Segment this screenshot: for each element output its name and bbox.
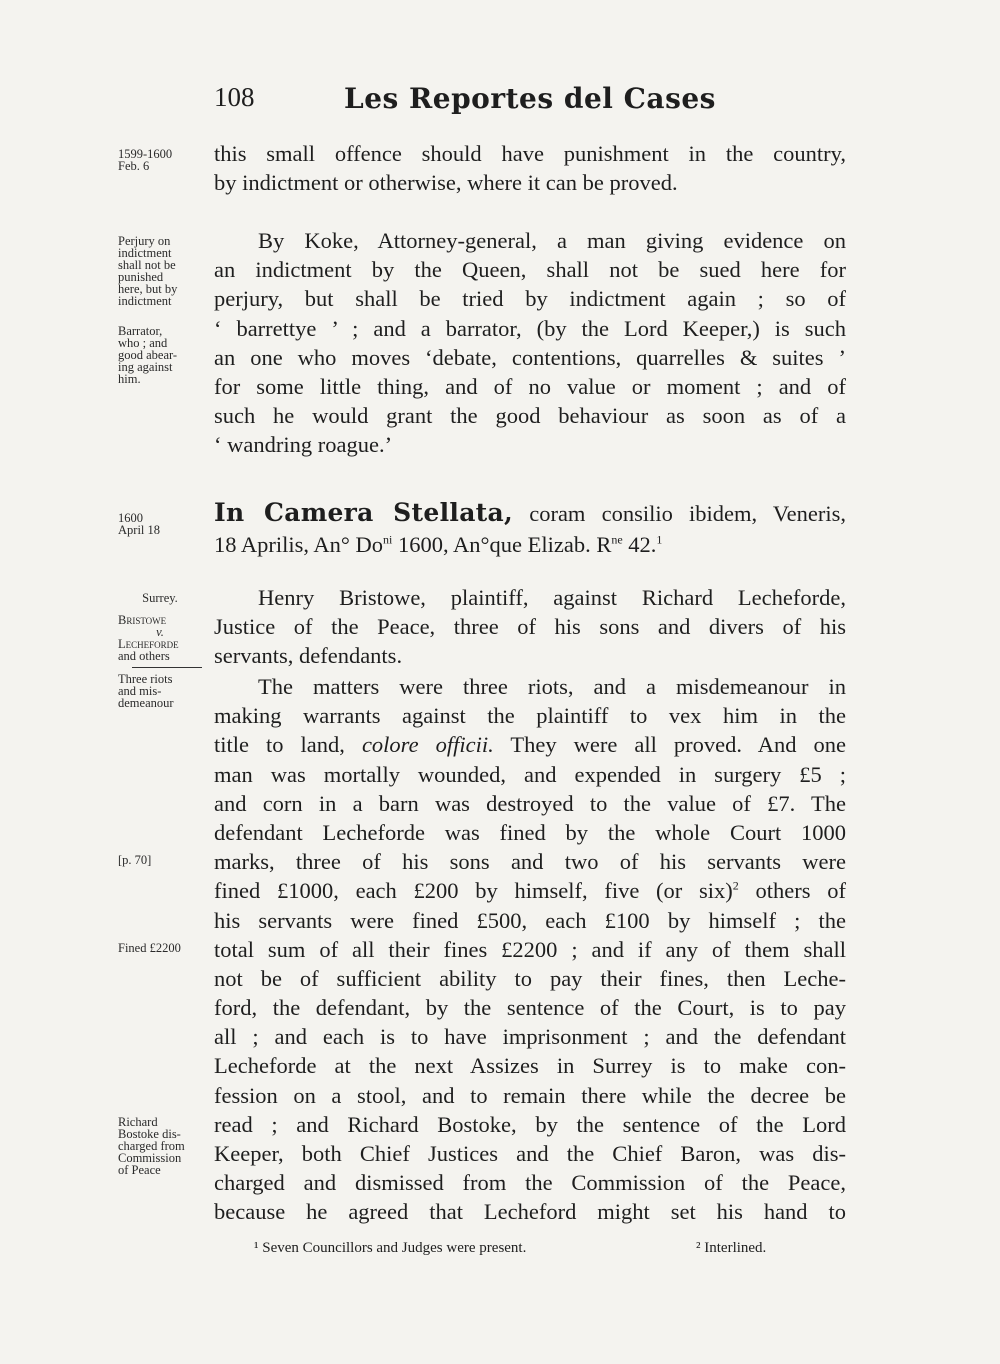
- margin-rule: [132, 667, 202, 668]
- case-heading: In Camera Stellata, coram consilio ibidem, Veneris, 18 Aprilis, An° $Do^{ni}$ 1600, An°que Elizab. $R^{ne}$ 42.$^1$: [214, 498, 846, 557]
- paragraph-parties: Henry Bristowe, plaintiff, against Richard Lecheforde, Justice of the Peace, three of his sons and divers of his servants, defendants.: [214, 585, 846, 669]
- paragraph-matters: The matters were three riots, and a misdemeanour in making warrants against the plaintiff to vex him in the title to land, colore officii. They were all proved. And one man was mortally wounded, and expended in surgery £5 ; and corn in a barn was destroyed to the value of £7. The defendant Lecheforde was fined by the whole Court 1000 marks, three of his sons and two of his servants were fined £1000, each £200 by himself, five (or six)$^2$ others of his servants were fined £500, each £100 by himself ; the total sum of all their fines £2200 ; and if any of them shall not be of sufficient ability to pay their fines, then Leche- ford, the defendant, by the sentence of the Court, is to pay all ; and each is to have imprisonment ; and the defendant Lecheforde at the next Assizes in Surrey is to make con- fession on a stool, and to remain there while the decree be read ; and Richard Bostoke, by the sentence of the Lord Keeper, both Chief Justices and the Chief Baron, was dis- charged and dismissed from the Commission of the Peace, because he agreed that Lecheford might set his hand to: [214, 674, 847, 1225]
- running-title: Les Reportes del Cases: [344, 82, 716, 115]
- footnote-2: ² Interlined.: [696, 1240, 767, 1256]
- camera-stellata-title: In Camera Stellata,: [214, 498, 514, 527]
- footnote-1: ¹ Seven Councillors and Judges were present.: [254, 1240, 527, 1256]
- page-number: 108: [214, 82, 255, 112]
- margin-note-fined: Fined £2200: [118, 941, 181, 955]
- margin-note-county: Surrey.: [142, 591, 178, 605]
- margin-note-perjury: Perjury on indictment shall not be punished here, but by indictment: [118, 234, 178, 308]
- footnote-ref-1: 1: [656, 532, 663, 547]
- page-header: [214, 82, 844, 122]
- footnotes: [254, 1240, 814, 1257]
- footnote-ref-2: 2: [732, 878, 739, 893]
- margin-note-date-2: 1600 April 18: [118, 511, 161, 537]
- paragraph-koke: By Koke, Attorney-general, a man giving evidence on an indictment by the Queen, shall not be sued here for perjury, but shall be tried by indictment again ; so of ‘ barrettye ’ ; and a barrator, (by the Lord Keeper,) is such an one who moves ‘debate, contentions, quarrelles & suites ’ for some little thing, and of no value or moment ; and of such he would grant the good behaviour as soon as of a ‘ wandring roague.’: [214, 228, 846, 458]
- margin-note-barrator: Barrator, who ; and good abear- ing against him.: [118, 324, 178, 386]
- margin-note-date-1: 1599-1600 Feb. 6: [118, 147, 173, 173]
- paragraph-continuation: this small offence should have punishment in the country, by indictment or otherwise, where it can be proved.: [214, 141, 846, 196]
- margin-note-bostoke: Richard Bostoke dis- charged from Commission of Peace: [118, 1115, 185, 1177]
- margin-note-case-name: Bristowe v. Lecheforde and others Three riots and mis- demeanour: [118, 614, 214, 709]
- margin-note-page-ref: [p. 70]: [118, 853, 152, 867]
